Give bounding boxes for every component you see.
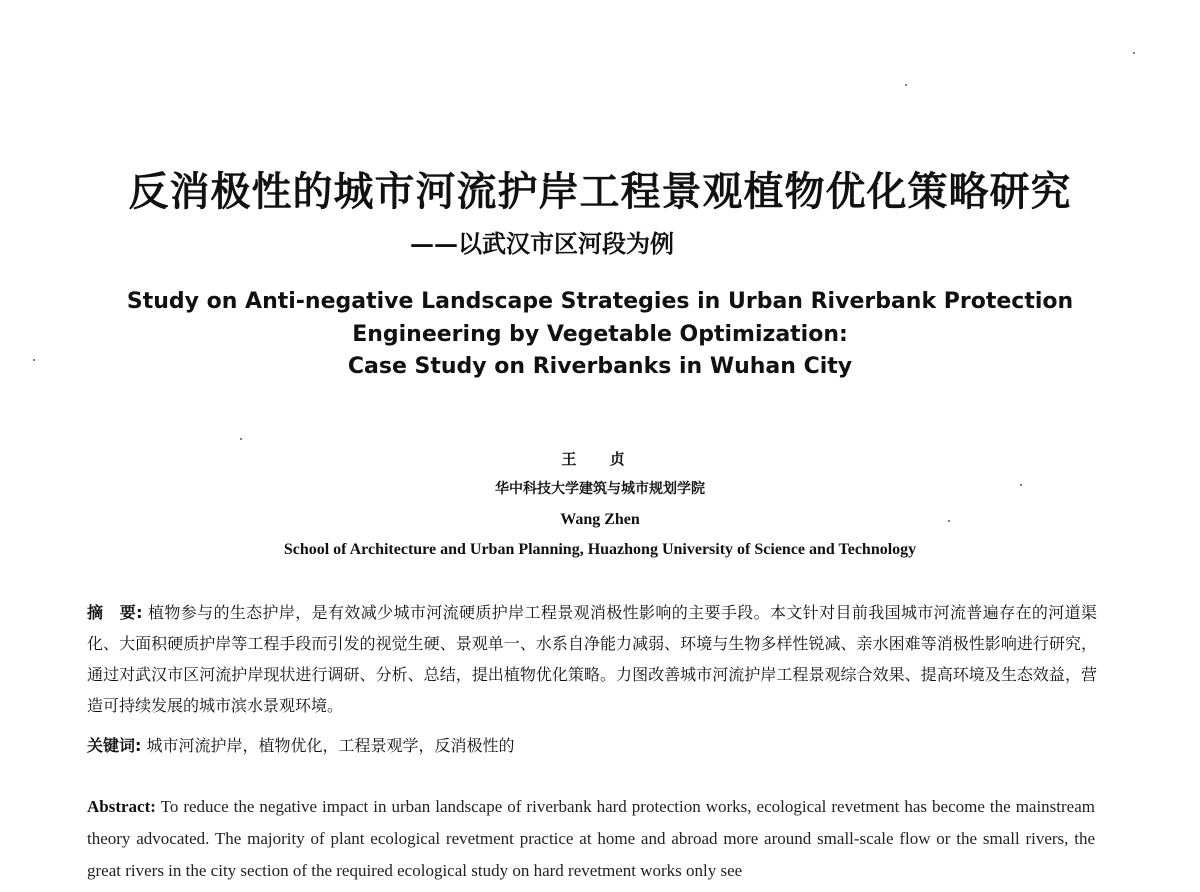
keywords-chinese-text: 城市河流护岸，植物优化，工程景观学，反消极性的 xyxy=(141,736,515,755)
keywords-chinese xyxy=(87,730,1097,761)
abstract-english-label: Abstract: xyxy=(87,797,156,816)
affiliation-english: School of Architecture and Urban Planning, Huazhong University of Science and Technology xyxy=(283,541,917,558)
affiliation-chinese: 华中科技大学建筑与城市规划学院 xyxy=(495,481,705,497)
author-name-chinese: 王 贞 xyxy=(561,450,639,468)
abstract-english-text: To reduce the negative impact in urban landscape of riverbank hard protection works, ecological revetment has become the mainstream theory advocated. The majority of plant ecological revetment practice at home and abroad more around small-scale flow or the small rivers, the great rivers in the city section of the required ecological study on hard revetment works only see xyxy=(87,797,1095,880)
abstract-english xyxy=(87,791,1095,887)
abstract-chinese-label: 摘 要: xyxy=(87,603,143,622)
title-english-line-3: Case Study on Riverbanks in Wuhan City xyxy=(347,354,853,379)
title-english-line-1: Study on Anti-negative Landscape Strategies in Urban Riverbank Protection xyxy=(126,289,1074,314)
scan-speck xyxy=(1133,52,1135,54)
title-chinese: 反消极性的城市河流护岸工程景观植物优化策略研究 xyxy=(128,169,1072,215)
subtitle-chinese: ——以武汉市区河段为例 xyxy=(410,229,674,258)
keywords-chinese-label: 关键词: xyxy=(87,736,142,755)
author-name-english: Wang Zhen xyxy=(560,511,640,528)
abstract-chinese xyxy=(87,597,1097,721)
scan-speck xyxy=(1020,484,1022,486)
title-english-line-2: Engineering by Vegetable Optimization: xyxy=(352,322,848,347)
scan-speck xyxy=(240,438,242,440)
scan-speck xyxy=(948,520,950,522)
scan-speck xyxy=(33,359,35,361)
abstract-chinese-text: 植物参与的生态护岸，是有效减少城市河流硬质护岸工程景观消极性影响的主要手段。本文针对目前我国城市河流普遍存在的河道渠化、大面积硬质护岸等工程手段而引发的视觉生硬、景观单一、水系自净能力减弱、环境与生物多样性锐减、亲水困难等消极性影响进行研究，通过对武汉市区河流护岸现状进行调研、分析、总结，提出植物优化策略。力图改善城市河流护岸工程景观综合效果、提高环境及生态效益，营造可持续发展的城市滨水景观环境。 xyxy=(87,603,1097,715)
scan-speck xyxy=(905,84,907,86)
